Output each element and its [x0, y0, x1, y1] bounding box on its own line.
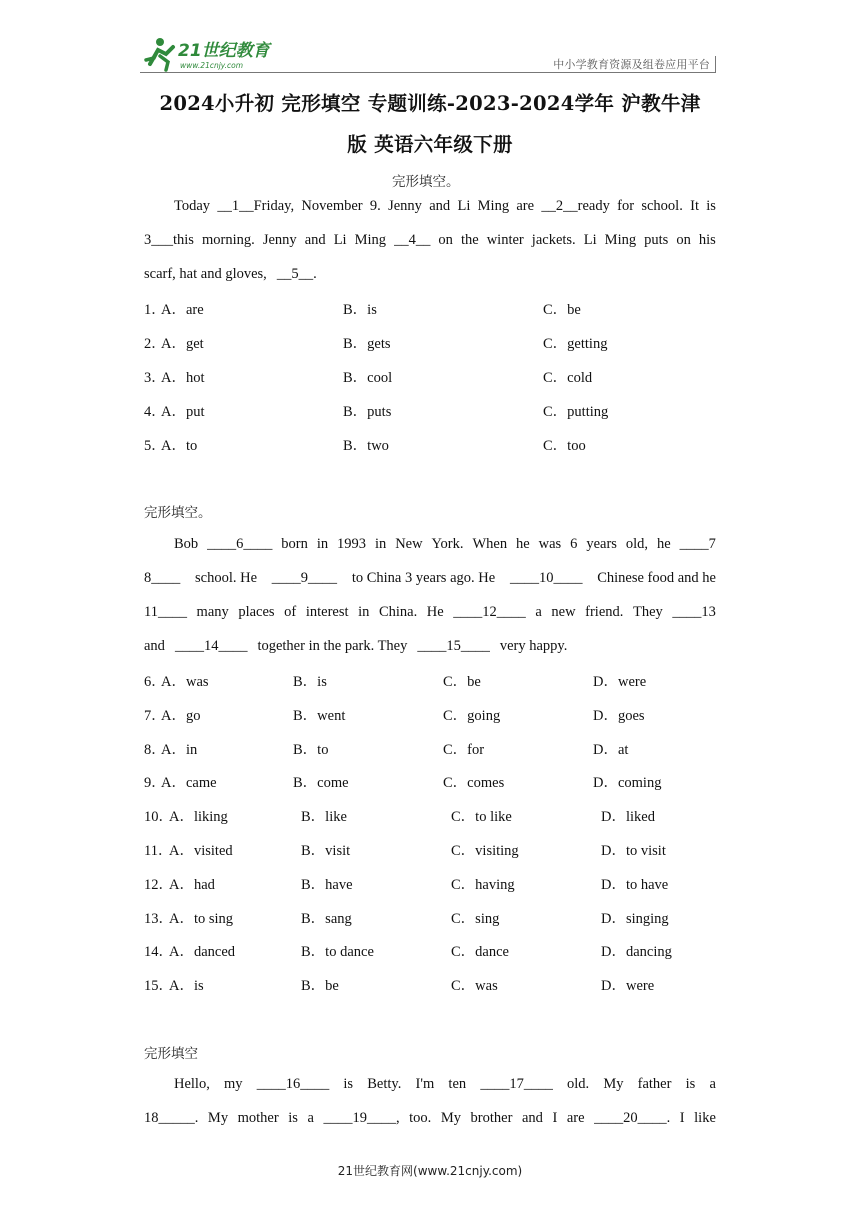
question-number: 3． [144, 370, 166, 386]
passage-word: China. [378, 604, 418, 620]
passage-word: My [207, 1110, 229, 1126]
option-b[interactable]: B．gets [343, 336, 391, 352]
option-b[interactable]: B．like [301, 809, 347, 826]
passage-word: on [438, 232, 453, 248]
option-b[interactable]: B．come [293, 775, 349, 792]
option-d[interactable]: D．coming [593, 775, 662, 792]
option-a[interactable]: A．visited [169, 843, 233, 859]
option-d[interactable]: D．singing [601, 910, 669, 927]
passage-word: Li [333, 232, 347, 248]
section-1-caption: 完形填空。 [392, 174, 460, 190]
svg-text:21世纪教育: 21世纪教育 [178, 41, 270, 61]
passage-word: is [706, 198, 716, 214]
passage-word: puts [644, 232, 669, 248]
passage-word: ____12____ [453, 604, 526, 620]
passage-word: ____10____ [509, 570, 583, 586]
passage-word: ten [448, 1076, 467, 1092]
page-header [140, 34, 718, 74]
option-b[interactable]: B．puts [343, 404, 392, 420]
passage-word: school. [641, 198, 683, 214]
question-number: 13． [144, 910, 173, 927]
passage-word: he [656, 536, 671, 552]
option-c[interactable]: C．to like [451, 809, 512, 826]
passage-word: 3___this [144, 232, 194, 248]
passage-word: ____15____ [417, 638, 490, 654]
header-divider [140, 72, 716, 73]
header-divider-tick [715, 56, 716, 73]
option-a[interactable]: A．go [161, 707, 201, 724]
option-d[interactable]: D．at [593, 741, 629, 758]
passage-line [144, 223, 716, 257]
passage-word: __4__ [394, 232, 431, 248]
option-b[interactable]: B．be [301, 978, 339, 995]
passage-word: on [676, 232, 691, 248]
option-c[interactable]: C．too [543, 438, 586, 454]
option-a[interactable]: A．came [161, 775, 217, 792]
passage-word: mother [237, 1110, 279, 1126]
passage-word: to China 3 years ago. He [351, 570, 496, 586]
passage-word: winter [486, 232, 524, 248]
page-title-line-1: 2024小升初 完形填空 专题训练-2023-2024学年 沪教牛津 [159, 92, 701, 115]
passage-word: My [603, 1076, 624, 1092]
passage-word: ____7 [679, 536, 716, 552]
option-b[interactable]: B．visit [301, 843, 351, 859]
question-number: 1． [144, 302, 166, 318]
passage-word: November [301, 198, 363, 214]
question-number: 8． [144, 741, 166, 758]
option-b[interactable]: B．is [293, 674, 327, 690]
option-b[interactable]: B．cool [343, 370, 393, 386]
section-3-caption: 完形填空 [144, 1046, 198, 1062]
option-a[interactable]: A．liking [169, 809, 228, 826]
passage-word: a [709, 1076, 716, 1092]
passage-word: I'm [415, 1076, 435, 1092]
passage-word: is [685, 1076, 696, 1092]
passage-word: in [374, 536, 387, 552]
option-a[interactable]: A．put [161, 404, 205, 420]
passage-word: and [429, 198, 451, 214]
option-d[interactable]: D．dancing [601, 944, 672, 961]
passage-word: for [617, 198, 635, 214]
question-number: 4． [144, 404, 166, 420]
passage-word: They [632, 604, 663, 620]
passage-word: of [284, 604, 297, 620]
passage-word: 1993 [337, 536, 367, 552]
option-c[interactable]: C．getting [543, 336, 608, 352]
passage-word: Today [174, 198, 211, 214]
passage-word: 8____ [144, 570, 181, 586]
passage-word: Hello, [174, 1076, 210, 1092]
passage-word: Jenny [388, 198, 422, 214]
option-c[interactable]: C．dance [451, 944, 509, 961]
option-c[interactable]: C．going [443, 707, 501, 724]
option-c[interactable]: C．visiting [451, 843, 519, 859]
passage-word: I [552, 1110, 558, 1126]
passage-line [144, 1067, 716, 1101]
passage-word: Ming [604, 232, 637, 248]
passage-word: in [316, 536, 329, 552]
passage-word: 6 [570, 536, 578, 552]
question-number: 5． [144, 438, 166, 454]
option-c[interactable]: C．be [543, 302, 581, 318]
question-number: 14． [144, 944, 173, 961]
option-a[interactable]: A．danced [169, 944, 236, 961]
passage-word: When [472, 536, 508, 552]
passage-word: 18_____. [144, 1110, 199, 1126]
passage-word: his [698, 232, 716, 248]
logo [140, 34, 280, 74]
passage-line [144, 629, 716, 663]
option-a[interactable]: A．was [161, 674, 209, 690]
question-number: 15． [144, 978, 173, 995]
passage-word: ____20____. [594, 1110, 671, 1126]
option-b[interactable]: B．to dance [301, 944, 374, 961]
passage-word: scarf, hat and gloves, [144, 266, 267, 282]
option-a[interactable]: A．is [169, 978, 204, 995]
passage-word: friend. [585, 604, 624, 620]
passage-word: __2__ready [541, 198, 610, 214]
passage-word: are [566, 1110, 585, 1126]
passage-word: 9. [369, 198, 381, 214]
option-d[interactable]: D．were [593, 674, 647, 690]
passage-word: I [679, 1110, 685, 1126]
passage-word: in [358, 604, 370, 620]
passage-line [144, 527, 716, 561]
passage-word: ____9____ [271, 570, 338, 586]
option-a[interactable]: A．get [161, 336, 204, 352]
section-1-passage [144, 189, 716, 291]
passage-word: together in the park. They [257, 638, 408, 654]
option-c[interactable]: C．was [451, 978, 498, 995]
passage-word: places [238, 604, 275, 620]
option-c[interactable]: C．putting [543, 404, 609, 420]
passage-word: It [690, 198, 699, 214]
passage-word: Betty. [367, 1076, 402, 1092]
section-2-caption: 完形填空。 [144, 505, 212, 521]
option-c[interactable]: C．having [451, 876, 515, 893]
option-b[interactable]: B．is [343, 302, 377, 318]
passage-word: years [586, 536, 617, 552]
passage-word: are [516, 198, 535, 214]
passage-word: ____13 [672, 604, 716, 620]
passage-word: father [637, 1076, 672, 1092]
passage-word: and [144, 638, 165, 654]
option-c[interactable]: C．comes [443, 775, 505, 792]
passage-word: he [516, 536, 530, 552]
option-c[interactable]: C．cold [543, 370, 593, 386]
passage-word: 11____ [144, 604, 187, 620]
option-b[interactable]: B．went [293, 707, 346, 724]
passage-word: old. [566, 1076, 590, 1092]
question-number: 7． [144, 707, 166, 724]
passage-word: school. He [195, 570, 258, 586]
passage-word: was [538, 536, 562, 552]
passage-word: is [288, 1110, 298, 1126]
option-c[interactable]: C．be [443, 674, 481, 690]
passage-word: Li [583, 232, 597, 248]
passage-word: ____19____, [323, 1110, 400, 1126]
option-d[interactable]: D．to visit [601, 843, 666, 859]
passage-word: Bob [174, 536, 199, 552]
option-a[interactable]: A．are [161, 302, 204, 318]
passage-word: Chinese food and he [597, 570, 716, 586]
passage-word: born [281, 536, 308, 552]
passage-word: a [307, 1110, 314, 1126]
passage-word: ____17____ [480, 1076, 553, 1092]
option-a[interactable]: A．to sing [169, 910, 234, 927]
passage-word: like [694, 1110, 716, 1126]
passage-word: __5__. [276, 266, 317, 282]
passage-word: Li [457, 198, 471, 214]
option-a[interactable]: A．hot [161, 370, 205, 386]
passage-word: is [343, 1076, 354, 1092]
passage-word: and [304, 232, 326, 248]
question-number: 11． [144, 843, 173, 859]
svg-text:www.21cnjy.com: www.21cnjy.com [180, 61, 244, 70]
passage-word: New [395, 536, 423, 552]
platform-label: 中小学教育资源及组卷应用平台 [553, 58, 710, 71]
passage-line [144, 561, 716, 595]
option-b[interactable]: B．two [343, 438, 389, 454]
option-d[interactable]: D．to have [601, 876, 669, 893]
passage-word: jackets. [531, 232, 576, 248]
page-title-line-2: 版 英语六年级下册 [347, 133, 513, 156]
passage-word: ____14____ [174, 638, 248, 654]
option-d[interactable]: D．were [601, 978, 655, 995]
option-b[interactable]: B．to [293, 741, 329, 758]
option-a[interactable]: A．to [161, 438, 198, 454]
option-b[interactable]: B．sang [301, 910, 352, 927]
passage-word: York. [431, 536, 464, 552]
passage-word: Ming [477, 198, 510, 214]
passage-word: old, [625, 536, 649, 552]
passage-word: ____6____ [207, 536, 273, 552]
question-number: 9． [144, 775, 166, 792]
passage-word: my [224, 1076, 243, 1092]
passage-word: Jenny [262, 232, 297, 248]
passage-word: interest [305, 604, 349, 620]
option-a[interactable]: A．in [161, 741, 198, 758]
question-number: 12． [144, 876, 173, 893]
passage-line [144, 1101, 716, 1135]
section-2-passage [144, 527, 716, 663]
passage-word: very happy. [499, 638, 568, 654]
passage-word: Ming [354, 232, 387, 248]
option-a[interactable]: A．had [169, 876, 215, 893]
passage-line [144, 189, 716, 223]
option-b[interactable]: B．have [301, 876, 353, 893]
option-c[interactable]: C．for [443, 741, 485, 758]
passage-word: morning. [202, 232, 255, 248]
passage-word: the [460, 232, 479, 248]
option-d[interactable]: D．liked [601, 809, 655, 826]
passage-line [144, 257, 716, 291]
option-d[interactable]: D．goes [593, 707, 645, 724]
passage-word: new [551, 604, 576, 620]
passage-word: too. [409, 1110, 432, 1126]
passage-word: and [521, 1110, 543, 1126]
page-footer: 21世纪教育网(www.21cnjy.com) [337, 1164, 523, 1178]
question-number: 10． [144, 809, 173, 826]
passage-word: a [535, 604, 542, 620]
passage-line [144, 595, 716, 629]
question-number: 2． [144, 336, 166, 352]
passage-word: ____16____ [256, 1076, 330, 1092]
passage-word: brother [470, 1110, 513, 1126]
option-c[interactable]: C．sing [451, 910, 500, 927]
passage-word: many [196, 604, 229, 620]
passage-word: He [426, 604, 444, 620]
passage-word: __1__Friday, [217, 198, 295, 214]
passage-word: My [440, 1110, 461, 1126]
section-3-passage [144, 1067, 716, 1135]
question-number: 6． [144, 674, 166, 690]
